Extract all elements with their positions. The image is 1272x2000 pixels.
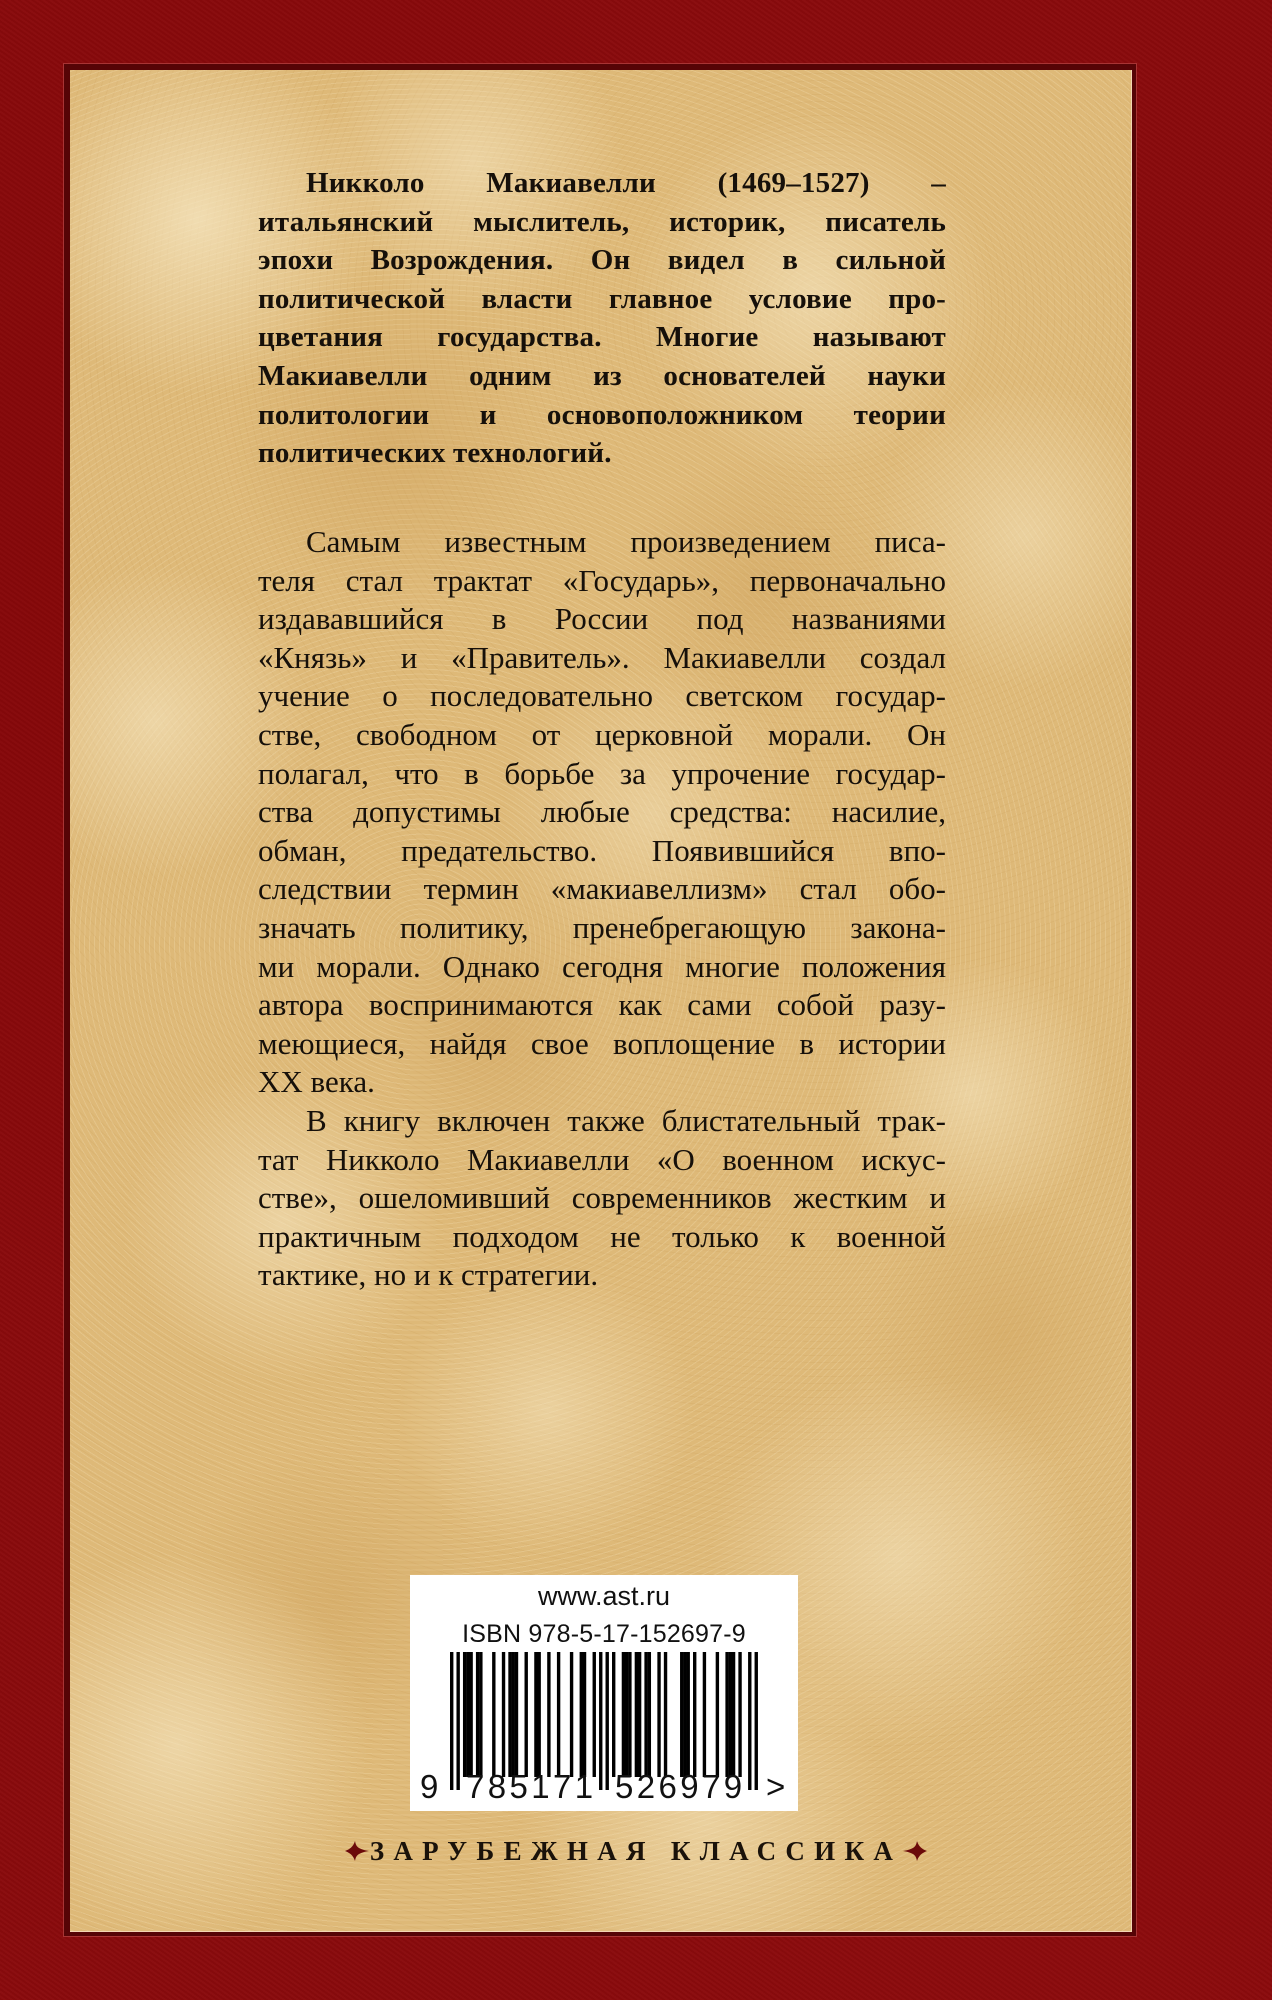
- barcode-digits-left: 785171: [466, 1768, 597, 1805]
- series-title-text: ЗАРУБЕЖНАЯ КЛАССИКА: [369, 1836, 903, 1866]
- text-line: эпохи Возрождения. Он видел в сильной: [258, 244, 946, 277]
- text-line: обман, предательство. Появившийся впо-: [258, 832, 946, 868]
- text-line: В книгу включен также блистательный трак-: [306, 1102, 946, 1138]
- text-line: учение о последовательно светском государ-: [258, 678, 946, 714]
- text-line: стве», ошеломивший современников жестким и: [258, 1180, 946, 1216]
- series-title: [0, 1836, 1272, 1867]
- isbn-number: ISBN 978-5-17-152697-9: [462, 1620, 746, 1648]
- fleuron-right-icon: [902, 1840, 928, 1862]
- text-line: автора воспринимаются как сами собой разу-: [258, 987, 946, 1023]
- text-line: стве, свободном от церковной морали. Он: [258, 716, 946, 752]
- text-line: Макиавелли одним из основателей науки: [258, 359, 946, 392]
- text-line: тат Никколо Макиавелли «О военном искус-: [258, 1141, 946, 1177]
- barcode-digit-first: 9: [420, 1768, 439, 1805]
- description-paragraph-2: [258, 1102, 946, 1295]
- text-line: XX века.: [258, 1064, 375, 1100]
- text-line: значать политику, пренебрегающую закона-: [258, 909, 946, 945]
- text-line: меющиеся, найдя свое воплощение в истории: [258, 1025, 946, 1061]
- text-line: цветания государства. Многие называют: [258, 321, 946, 354]
- text-line: Самым известным произведением писа-: [306, 524, 946, 559]
- barcode-digits-right: 526979: [615, 1768, 746, 1805]
- text-line: полагал, что в борьбе за упрочение государ-: [258, 755, 946, 791]
- author-intro-paragraph: [258, 164, 946, 473]
- text-line: итальянский мыслитель, историк, писатель: [258, 205, 946, 238]
- text-line: тактике, но и к стратегии.: [258, 1257, 599, 1293]
- text-line: издававшийся в России под названиями: [258, 601, 946, 637]
- text-line: Никколо Макиавелли (1469–1527) –: [306, 167, 946, 199]
- fleuron-left-icon: [344, 1840, 370, 1862]
- text-line: следствии термин «макиавеллизм» стал обо-: [258, 871, 946, 907]
- text-line: ми морали. Однако сегодня многие положения: [258, 948, 946, 984]
- publisher-website: www.ast.ru: [537, 1581, 671, 1611]
- text-line: политических технологий.: [258, 437, 612, 470]
- text-line: ства допустимы любые средства: насилие,: [258, 794, 946, 830]
- text-line: «Князь» и «Правитель». Макиавелли создал: [258, 639, 946, 675]
- text-line: практичным подходом не только к военной: [258, 1218, 946, 1254]
- text-line: теля стал трактат «Государь», первоначально: [258, 562, 946, 598]
- text-line: политологии и основоположником теории: [258, 398, 946, 431]
- isbn-barcode-label: [410, 1575, 798, 1811]
- text-line: политической власти главное условие про-: [258, 282, 946, 315]
- barcode-quiet-zone-marker: >: [766, 1768, 786, 1805]
- book-description: [258, 523, 946, 1295]
- description-paragraph-1: [258, 523, 946, 1102]
